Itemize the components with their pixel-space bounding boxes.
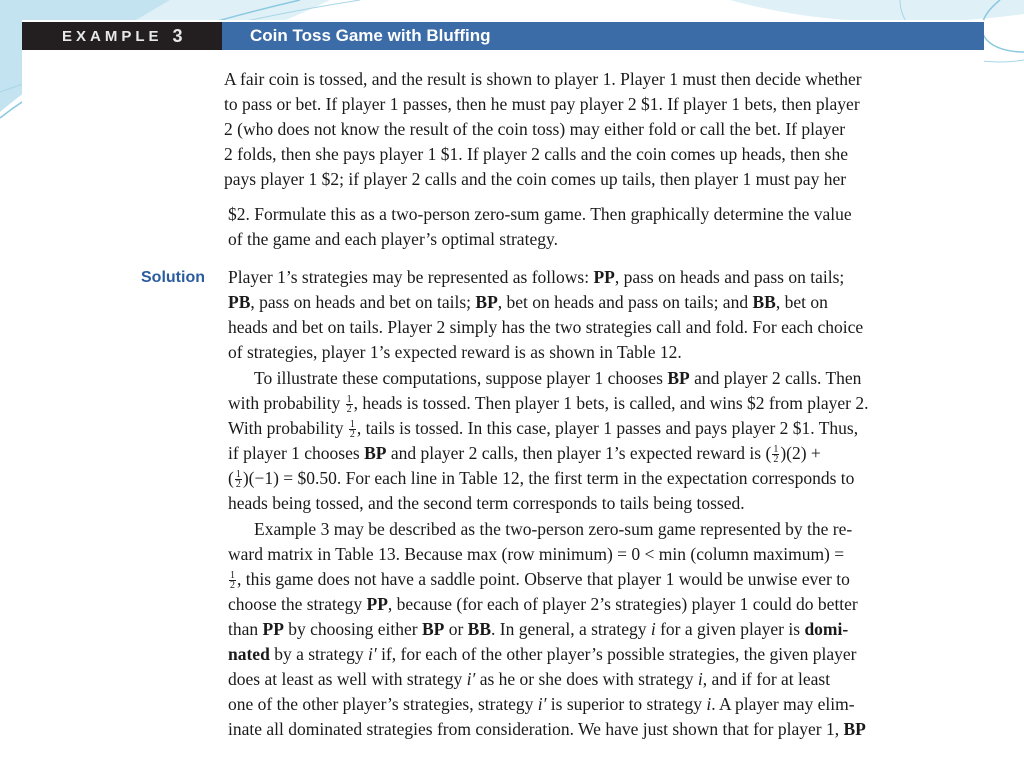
- solution-line-6: with probability $\frac{1}{2}$ , heads is tossed. Then player 1 bets, is called, and wins $2 from player 2.: [228, 393, 869, 416]
- solution-line-2: PB, pass on heads and bet on tails; BP, bet on heads and pass on tails; and BB, bet on: [228, 292, 828, 312]
- example-label: EXAMPLE: [62, 27, 163, 45]
- solution-label: Solution: [141, 269, 205, 286]
- solution-line-12: ward matrix in Table 13. Because max (row minimum) = 0 < min (column maximum) =: [228, 544, 845, 564]
- solution-line-5: To illustrate these computations, suppose player 1 chooses BP and player 2 calls. Then: [254, 368, 862, 388]
- fraction-one-half: $\frac{1}{2}$: [230, 570, 235, 592]
- problem-line-3: 2 (who does not know the result of the coin toss) may either fold or call the bet. If player: [224, 119, 846, 139]
- solution-line-13: $\frac{1}{2}$ , this game does not have a saddle point. Observe that player 1 would be unwise ever to: [230, 569, 850, 592]
- solution-line-9: ( $\frac{1}{2}$ )(−1) = $0.50. For each line in Table 12, the first term in the expectation corresponds to: [228, 468, 855, 491]
- solution-line-10: heads being tossed, and the second term corresponds to tails being tossed.: [228, 493, 745, 513]
- fraction-one-half: $\frac{1}{2}$: [773, 444, 779, 466]
- solution-line-11: Example 3 may be described as the two-person zero-sum game represented by the re-: [254, 519, 853, 539]
- fraction-one-half: $\frac{1}{2}$: [349, 419, 355, 441]
- solution-line-7: With probability $\frac{1}{2}$ , tails is tossed. In this case, player 1 passes and pays player 2 $1. Thus,: [228, 418, 859, 441]
- solution-line-19: inate all dominated strategies from consideration. We have just shown that for player 1, BP: [228, 719, 866, 739]
- fraction-one-half: $\frac{1}{2}$: [235, 469, 241, 491]
- solution-line-16: nated by a strategy i′ if, for each of the other player’s possible strategies, the given player: [228, 644, 857, 664]
- solution-line-14: choose the strategy PP, because (for each of player 2’s strategies) player 1 could do better: [228, 594, 858, 614]
- solution-line-8: if player 1 chooses BP and player 2 calls, then player 1’s expected reward is ( $\frac{1}{2}$ )(2) +: [228, 443, 821, 466]
- solution-line-15: than PP by choosing either BP or BB. In general, a strategy i for a given player is domi-: [228, 619, 849, 639]
- problem-line-7: of the game and each player’s optimal strategy.: [228, 229, 558, 249]
- example-label-box: [22, 22, 222, 50]
- solution-line-17: does at least as well with strategy i′ as he or she does with strategy i, and if for at least: [228, 669, 831, 689]
- problem-line-6: $2. Formulate this as a two-person zero-sum game. Then graphically determine the value: [228, 204, 852, 224]
- example-number: 3: [172, 25, 183, 46]
- solution-line-18: one of the other player’s strategies, strategy i′ is superior to strategy i. A player may elim-: [228, 694, 855, 714]
- problem-line-4: 2 folds, then she pays player 1 $1. If player 2 calls and the coin comes up heads, then she: [224, 144, 848, 164]
- example-header: [22, 22, 984, 50]
- fraction-one-half: $\frac{1}{2}$: [346, 394, 352, 416]
- problem-line-5: pays player 1 $2; if player 2 calls and the coin comes up tails, then player 1 must pay her: [224, 169, 847, 189]
- solution-line-4: of strategies, player 1’s expected reward is as shown in Table 12.: [228, 342, 682, 362]
- problem-line-1: A fair coin is tossed, and the result is shown to player 1. Player 1 must then decide whether: [224, 69, 862, 89]
- textbook-page: [22, 20, 984, 740]
- solution-line-1: Player 1’s strategies may be represented as follows: PP, pass on heads and pass on tails;: [228, 267, 845, 287]
- problem-line-2: to pass or bet. If player 1 passes, then he must pay player 2 $1. If player 1 bets, then player: [224, 94, 860, 114]
- solution-line-3: heads and bet on tails. Player 2 simply has the two strategies call and fold. For each choice: [228, 317, 864, 337]
- example-title: Coin Toss Game with Bluffing: [222, 22, 984, 50]
